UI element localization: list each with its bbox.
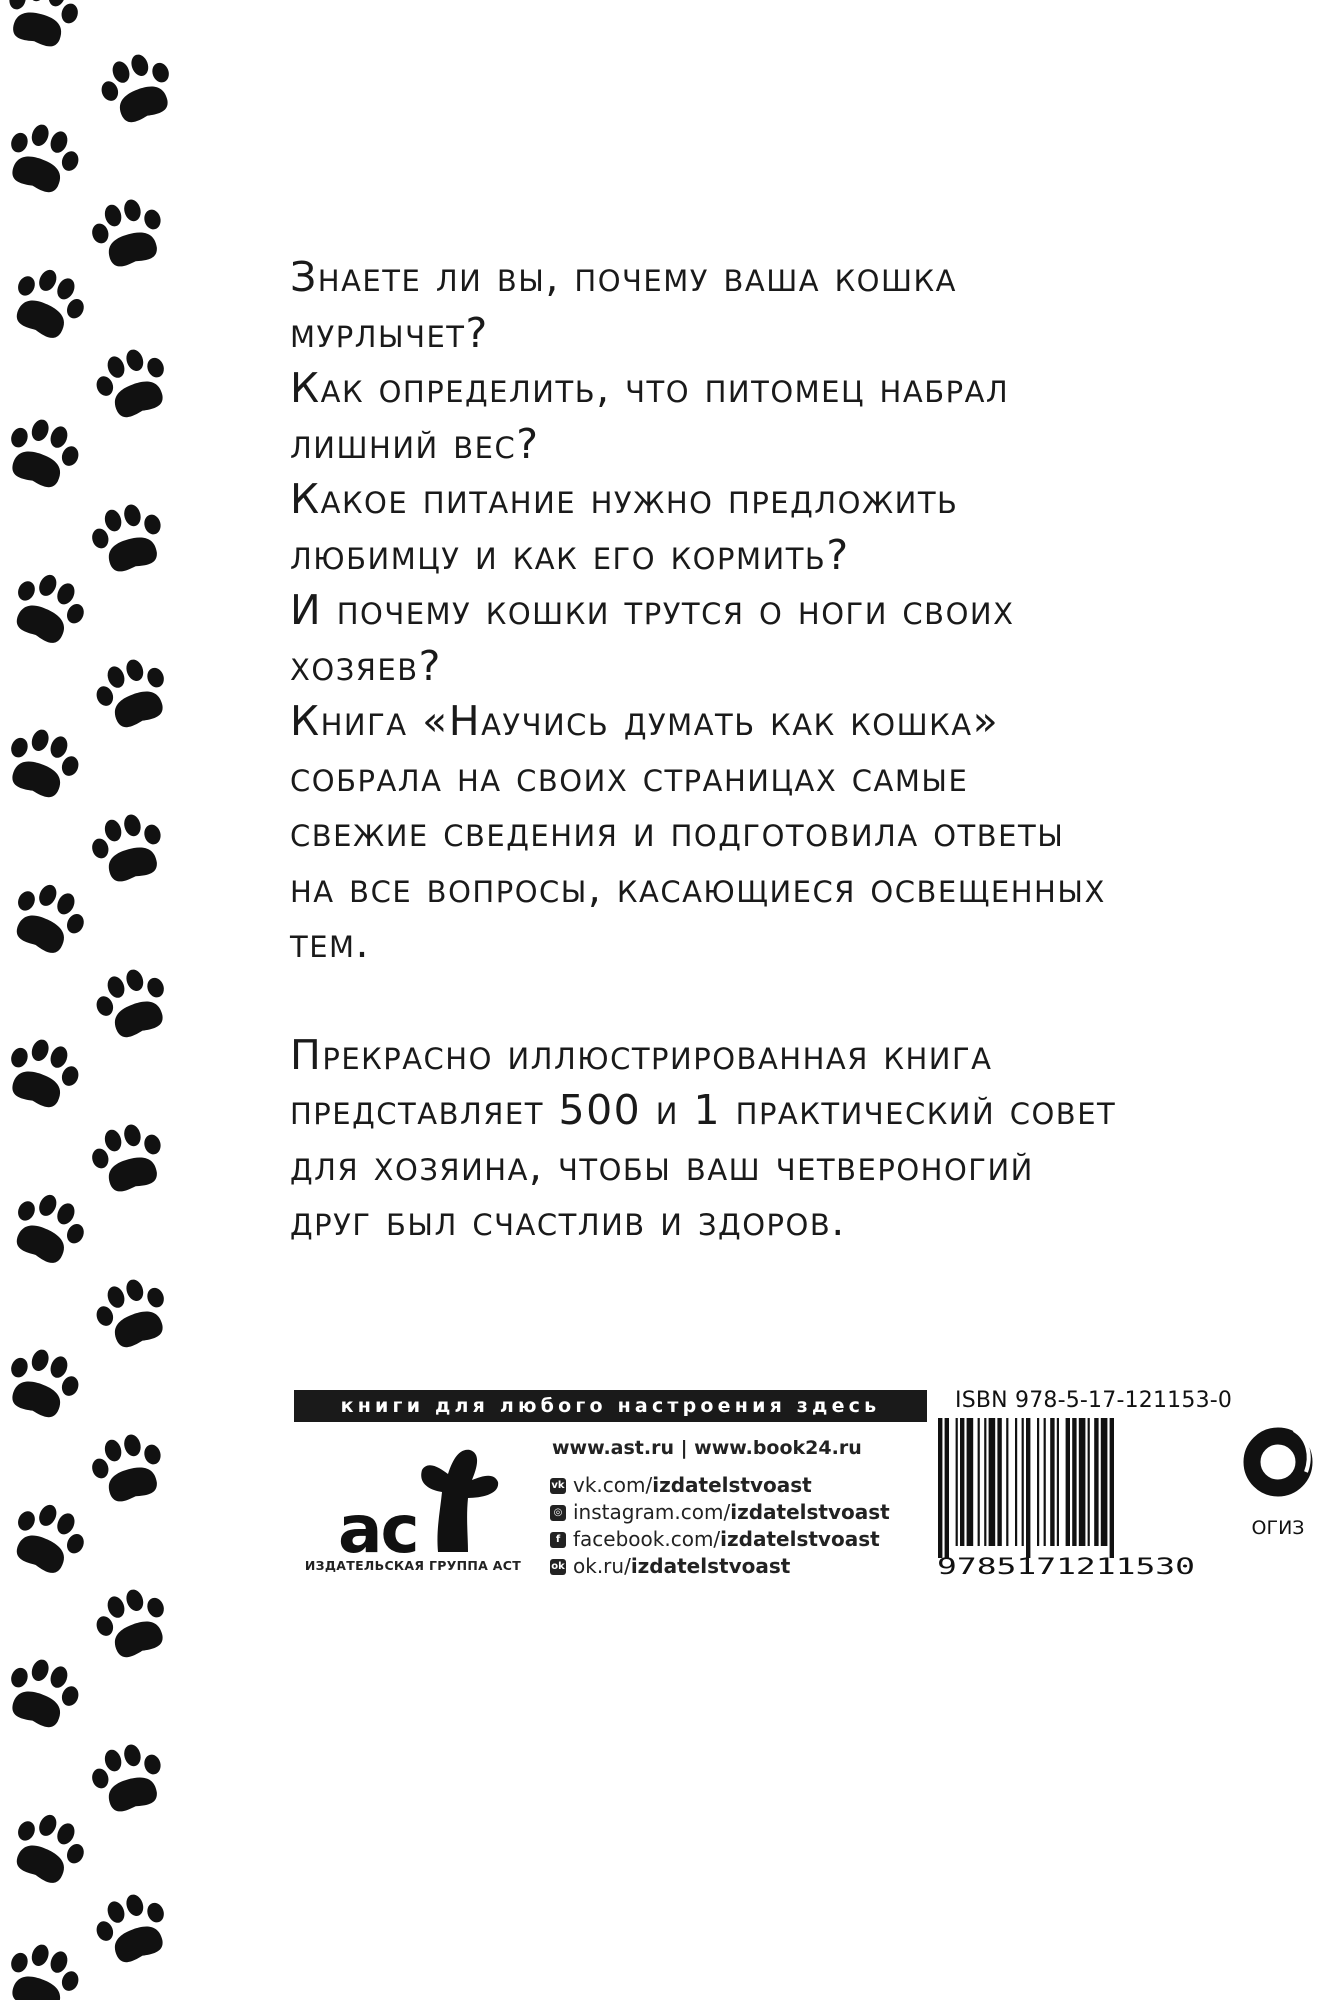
social-link-instagram[interactable] <box>550 1499 890 1526</box>
paw-print-icon <box>3 565 93 651</box>
paw-print-icon <box>86 808 170 886</box>
description-line: представляет 500 и 1 практический совет <box>290 1086 1117 1134</box>
description-line: Какое питание нужно предложить <box>290 475 959 523</box>
paw-print-icon <box>86 1738 170 1816</box>
description-line: Знаете ли вы, почему ваша кошка <box>290 253 957 301</box>
description-line: тем. <box>290 919 371 967</box>
social-prefix: facebook.com/ <box>573 1527 721 1551</box>
ogiz-logo <box>1242 1422 1314 1552</box>
description-line: любимцу и как его кормить? <box>290 530 850 579</box>
vk-icon: vk <box>550 1478 566 1494</box>
description-line: Как определить, что питомец набрал <box>290 364 1010 412</box>
paw-print-icon <box>0 1936 86 2000</box>
paw-print-icon <box>3 1805 93 1891</box>
paw-print-icon <box>89 1581 176 1664</box>
barcode-digits: 9785171211530 <box>937 1555 1195 1578</box>
description-line: для хозяина, чтобы ваш четвероногий <box>290 1141 1034 1190</box>
description-line: лишний вес? <box>290 419 540 468</box>
social-links <box>550 1472 890 1580</box>
description-line: собрала на своих страницах самые <box>290 752 969 801</box>
description-line: на все вопросы, касающиеся освещенных <box>290 863 1106 912</box>
social-handle: izdatelstvoast <box>730 1500 890 1524</box>
paw-print-icon <box>89 961 176 1044</box>
description-line: хозяев? <box>290 641 442 690</box>
social-prefix: instagram.com/ <box>573 1500 731 1524</box>
paw-print-icon <box>3 1495 93 1581</box>
social-link-odnoklassniki[interactable] <box>550 1553 890 1580</box>
ast-logo-t-shape <box>421 1450 498 1552</box>
paw-print-icon <box>86 193 170 271</box>
paw-print-icon <box>86 498 170 576</box>
paw-print-icon <box>89 341 176 424</box>
ast-logo <box>318 1440 518 1560</box>
paw-print-icon <box>0 1651 86 1734</box>
odnoklassniki-icon: ok <box>550 1559 566 1575</box>
ogiz-logo-text: ОГИЗ <box>1251 1517 1305 1539</box>
paw-print-icon <box>3 875 93 961</box>
description-line: друг был счастлив и здоров. <box>290 1197 846 1245</box>
social-handle: izdatelstvoast <box>720 1527 880 1551</box>
description-line: Прекрасно иллюстрированная книга <box>290 1030 993 1079</box>
paw-print-icon <box>89 1886 176 1969</box>
social-handle: izdatelstvoast <box>630 1554 791 1578</box>
instagram-icon: ◎ <box>550 1505 566 1521</box>
paw-print-icon <box>0 721 86 804</box>
social-prefix: vk.com/ <box>573 1473 653 1497</box>
slogan-banner: книги для любого настроения здесь <box>294 1390 927 1422</box>
paw-print-icon <box>0 1341 86 1424</box>
description-line: свежие сведения и подготовила ответы <box>290 808 1065 856</box>
paw-print-icon <box>0 411 86 494</box>
ogiz-logo-ring <box>1252 1436 1304 1488</box>
paw-prints-border <box>0 0 230 2000</box>
description-line: мурлычет? <box>290 308 489 357</box>
book-description <box>290 250 1290 1250</box>
paw-print-icon <box>89 651 176 734</box>
description-line: И почему кошки трутся о ноги своих <box>290 586 1015 634</box>
description-paragraph-2 <box>290 1028 1290 1250</box>
social-prefix: ok.ru/ <box>573 1554 631 1578</box>
facebook-icon: f <box>550 1532 566 1548</box>
paw-print-icon <box>0 1031 86 1114</box>
paw-print-icon <box>86 1118 170 1196</box>
description-paragraph-1 <box>290 250 1290 972</box>
description-line: Книга «Научись думать как кошка» <box>290 697 1000 745</box>
social-link-facebook[interactable] <box>550 1526 890 1553</box>
paw-print-icon <box>3 1185 93 1271</box>
paw-print-icon <box>86 1428 170 1506</box>
social-handle: izdatelstvoast <box>652 1473 812 1497</box>
website-links[interactable]: www.ast.ru | www.book24.ru <box>552 1437 862 1459</box>
ast-logo-text: ас <box>338 1491 418 1560</box>
paw-print-icon <box>3 260 93 346</box>
isbn-barcode <box>932 1418 1200 1578</box>
barcode-bars <box>938 1418 1114 1558</box>
social-link-vk[interactable] <box>550 1472 890 1499</box>
paw-print-icon <box>0 116 86 199</box>
paw-print-icon <box>0 0 84 52</box>
paw-print-icon <box>89 1271 176 1354</box>
isbn-label: ISBN 978-5-17-121153-0 <box>955 1388 1233 1413</box>
publisher-caption: ИЗДАТЕЛЬСКАЯ ГРУППА АСТ <box>304 1558 522 1573</box>
paw-print-icon <box>94 46 181 129</box>
